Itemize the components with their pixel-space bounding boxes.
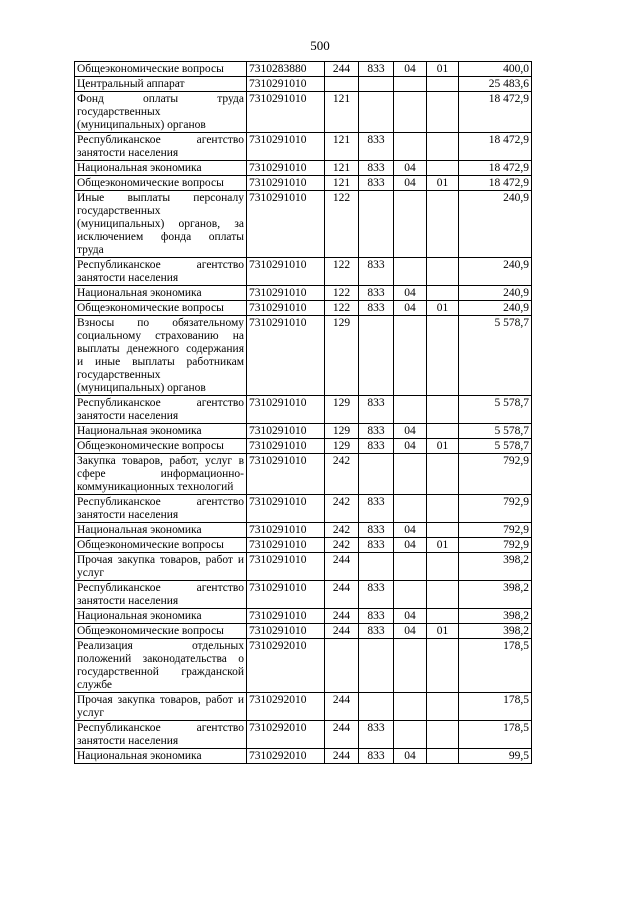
row-expense-type-cell: 129	[325, 439, 359, 454]
row-subsection-cell	[427, 191, 459, 258]
row-subsection-cell	[427, 495, 459, 523]
row-code-cell: 7310291010	[247, 538, 325, 553]
row-name-cell: Прочая закупка товаров, работ и услуг	[75, 553, 247, 581]
row-code-cell: 7310292010	[247, 749, 325, 764]
row-expense-type-cell: 121	[325, 176, 359, 191]
row-section-cell	[394, 133, 427, 161]
row-code-cell: 7310291010	[247, 77, 325, 92]
row-amount-cell: 5 578,7	[459, 316, 532, 396]
row-expense-type-cell: 242	[325, 454, 359, 495]
row-expense-type-cell: 244	[325, 721, 359, 749]
row-name-cell: Национальная экономика	[75, 161, 247, 176]
row-subsection-cell	[427, 609, 459, 624]
row-amount-cell: 398,2	[459, 581, 532, 609]
table-row	[75, 454, 532, 495]
row-administrator-cell	[359, 77, 394, 92]
row-code-cell: 7310291010	[247, 609, 325, 624]
table-row	[75, 749, 532, 764]
row-amount-cell: 240,9	[459, 258, 532, 286]
row-name-cell: Национальная экономика	[75, 424, 247, 439]
row-code-cell: 7310291010	[247, 301, 325, 316]
row-administrator-cell: 833	[359, 495, 394, 523]
row-section-cell	[394, 77, 427, 92]
row-subsection-cell: 01	[427, 301, 459, 316]
row-administrator-cell	[359, 553, 394, 581]
table-row	[75, 396, 532, 424]
row-expense-type-cell: 244	[325, 749, 359, 764]
row-section-cell: 04	[394, 424, 427, 439]
row-name-cell: Национальная экономика	[75, 286, 247, 301]
row-name-cell: Общеэкономические вопросы	[75, 624, 247, 639]
row-amount-cell: 792,9	[459, 454, 532, 495]
row-expense-type-cell: 244	[325, 693, 359, 721]
row-subsection-cell	[427, 454, 459, 495]
row-code-cell: 7310291010	[247, 176, 325, 191]
row-code-cell: 7310291010	[247, 396, 325, 424]
row-subsection-cell	[427, 424, 459, 439]
row-section-cell	[394, 639, 427, 693]
table-row	[75, 538, 532, 553]
row-subsection-cell	[427, 721, 459, 749]
row-section-cell: 04	[394, 62, 427, 77]
row-section-cell: 04	[394, 538, 427, 553]
row-name-cell: Иные выплаты персоналу государственных (муниципальных) органов, за исключением фонда оплаты труда	[75, 191, 247, 258]
table-row	[75, 258, 532, 286]
row-administrator-cell: 833	[359, 581, 394, 609]
row-code-cell: 7310291010	[247, 581, 325, 609]
row-section-cell	[394, 495, 427, 523]
row-subsection-cell	[427, 581, 459, 609]
row-name-cell: Национальная экономика	[75, 749, 247, 764]
row-expense-type-cell	[325, 77, 359, 92]
row-name-cell: Республиканское агентство занятости населения	[75, 396, 247, 424]
row-section-cell	[394, 581, 427, 609]
row-section-cell	[394, 553, 427, 581]
row-administrator-cell: 833	[359, 133, 394, 161]
table-row	[75, 301, 532, 316]
row-amount-cell: 240,9	[459, 301, 532, 316]
row-code-cell: 7310291010	[247, 495, 325, 523]
row-administrator-cell: 833	[359, 609, 394, 624]
row-code-cell: 7310292010	[247, 721, 325, 749]
row-expense-type-cell: 244	[325, 581, 359, 609]
row-subsection-cell	[427, 133, 459, 161]
row-name-cell: Республиканское агентство занятости населения	[75, 721, 247, 749]
row-administrator-cell: 833	[359, 301, 394, 316]
row-code-cell: 7310291010	[247, 191, 325, 258]
row-section-cell: 04	[394, 609, 427, 624]
row-code-cell: 7310291010	[247, 133, 325, 161]
row-amount-cell: 240,9	[459, 286, 532, 301]
table-row	[75, 581, 532, 609]
row-administrator-cell	[359, 191, 394, 258]
row-administrator-cell	[359, 693, 394, 721]
row-expense-type-cell: 122	[325, 286, 359, 301]
row-section-cell: 04	[394, 176, 427, 191]
row-expense-type-cell: 122	[325, 301, 359, 316]
table-row	[75, 316, 532, 396]
row-expense-type-cell: 242	[325, 538, 359, 553]
row-expense-type-cell: 244	[325, 62, 359, 77]
table-row	[75, 92, 532, 133]
row-expense-type-cell: 244	[325, 624, 359, 639]
row-subsection-cell: 01	[427, 176, 459, 191]
row-code-cell: 7310291010	[247, 258, 325, 286]
row-administrator-cell: 833	[359, 721, 394, 749]
row-section-cell: 04	[394, 301, 427, 316]
row-administrator-cell: 833	[359, 624, 394, 639]
row-administrator-cell: 833	[359, 258, 394, 286]
table-row	[75, 639, 532, 693]
row-code-cell: 7310292010	[247, 693, 325, 721]
row-expense-type-cell: 129	[325, 316, 359, 396]
table-row	[75, 553, 532, 581]
row-name-cell: Общеэкономические вопросы	[75, 301, 247, 316]
row-amount-cell: 5 578,7	[459, 396, 532, 424]
row-amount-cell: 18 472,9	[459, 161, 532, 176]
row-code-cell: 7310291010	[247, 92, 325, 133]
row-subsection-cell: 01	[427, 439, 459, 454]
row-administrator-cell: 833	[359, 523, 394, 538]
row-expense-type-cell: 121	[325, 161, 359, 176]
row-name-cell: Центральный аппарат	[75, 77, 247, 92]
row-section-cell	[394, 191, 427, 258]
row-expense-type-cell: 129	[325, 396, 359, 424]
row-code-cell: 7310291010	[247, 454, 325, 495]
row-subsection-cell	[427, 396, 459, 424]
row-name-cell: Общеэкономические вопросы	[75, 176, 247, 191]
row-code-cell: 7310292010	[247, 639, 325, 693]
row-section-cell: 04	[394, 624, 427, 639]
table-row	[75, 424, 532, 439]
row-administrator-cell: 833	[359, 396, 394, 424]
row-section-cell	[394, 258, 427, 286]
table-row	[75, 286, 532, 301]
table-row	[75, 523, 532, 538]
row-administrator-cell	[359, 92, 394, 133]
table-body	[75, 62, 532, 764]
row-subsection-cell	[427, 286, 459, 301]
row-subsection-cell: 01	[427, 538, 459, 553]
row-subsection-cell: 01	[427, 624, 459, 639]
row-section-cell	[394, 316, 427, 396]
row-section-cell	[394, 396, 427, 424]
table-row	[75, 721, 532, 749]
table-row	[75, 133, 532, 161]
row-code-cell: 7310283880	[247, 62, 325, 77]
row-code-cell: 7310291010	[247, 286, 325, 301]
row-section-cell: 04	[394, 523, 427, 538]
table-row	[75, 624, 532, 639]
row-administrator-cell	[359, 639, 394, 693]
row-name-cell: Реализация отдельных положений законодательства о государственной гражданской службе	[75, 639, 247, 693]
row-amount-cell: 398,2	[459, 624, 532, 639]
row-name-cell: Республиканское агентство занятости населения	[75, 133, 247, 161]
row-amount-cell: 178,5	[459, 693, 532, 721]
row-section-cell	[394, 92, 427, 133]
row-code-cell: 7310291010	[247, 624, 325, 639]
row-expense-type-cell: 122	[325, 258, 359, 286]
row-administrator-cell: 833	[359, 176, 394, 191]
row-section-cell: 04	[394, 439, 427, 454]
row-amount-cell: 178,5	[459, 639, 532, 693]
row-expense-type-cell	[325, 639, 359, 693]
table-row	[75, 609, 532, 624]
row-administrator-cell: 833	[359, 161, 394, 176]
row-amount-cell: 398,2	[459, 553, 532, 581]
row-code-cell: 7310291010	[247, 161, 325, 176]
row-subsection-cell	[427, 258, 459, 286]
row-subsection-cell	[427, 161, 459, 176]
row-name-cell: Общеэкономические вопросы	[75, 439, 247, 454]
row-amount-cell: 18 472,9	[459, 176, 532, 191]
row-name-cell: Прочая закупка товаров, работ и услуг	[75, 693, 247, 721]
table-row	[75, 176, 532, 191]
row-administrator-cell: 833	[359, 62, 394, 77]
table-row	[75, 191, 532, 258]
row-amount-cell: 398,2	[459, 609, 532, 624]
row-subsection-cell	[427, 749, 459, 764]
row-name-cell: Общеэкономические вопросы	[75, 62, 247, 77]
row-subsection-cell	[427, 693, 459, 721]
row-name-cell: Закупка товаров, работ, услуг в сфере информационно-коммуникационных технологий	[75, 454, 247, 495]
row-amount-cell: 240,9	[459, 191, 532, 258]
row-administrator-cell: 833	[359, 439, 394, 454]
row-administrator-cell: 833	[359, 749, 394, 764]
row-code-cell: 7310291010	[247, 523, 325, 538]
row-subsection-cell: 01	[427, 62, 459, 77]
page-number: 500	[310, 38, 330, 53]
table-row	[75, 161, 532, 176]
row-code-cell: 7310291010	[247, 439, 325, 454]
row-name-cell: Общеэкономические вопросы	[75, 538, 247, 553]
row-amount-cell: 18 472,9	[459, 92, 532, 133]
table-row	[75, 439, 532, 454]
row-administrator-cell: 833	[359, 424, 394, 439]
row-amount-cell: 99,5	[459, 749, 532, 764]
row-subsection-cell	[427, 92, 459, 133]
row-section-cell: 04	[394, 286, 427, 301]
row-administrator-cell: 833	[359, 538, 394, 553]
row-amount-cell: 5 578,7	[459, 439, 532, 454]
budget-table	[74, 61, 532, 764]
row-administrator-cell	[359, 454, 394, 495]
row-name-cell: Фонд оплаты труда государственных (муниципальных) органов	[75, 92, 247, 133]
row-amount-cell: 18 472,9	[459, 133, 532, 161]
row-expense-type-cell: 129	[325, 424, 359, 439]
row-name-cell: Национальная экономика	[75, 609, 247, 624]
row-name-cell: Республиканское агентство занятости населения	[75, 581, 247, 609]
table-row	[75, 495, 532, 523]
row-code-cell: 7310291010	[247, 316, 325, 396]
row-section-cell	[394, 721, 427, 749]
row-subsection-cell	[427, 523, 459, 538]
row-expense-type-cell: 121	[325, 133, 359, 161]
row-expense-type-cell: 121	[325, 92, 359, 133]
table-row	[75, 693, 532, 721]
row-administrator-cell: 833	[359, 286, 394, 301]
row-section-cell	[394, 454, 427, 495]
row-subsection-cell	[427, 316, 459, 396]
row-expense-type-cell: 242	[325, 523, 359, 538]
row-amount-cell: 792,9	[459, 495, 532, 523]
row-section-cell: 04	[394, 749, 427, 764]
row-section-cell: 04	[394, 161, 427, 176]
row-code-cell: 7310291010	[247, 424, 325, 439]
row-expense-type-cell: 122	[325, 191, 359, 258]
row-amount-cell: 400,0	[459, 62, 532, 77]
row-amount-cell: 5 578,7	[459, 424, 532, 439]
row-administrator-cell	[359, 316, 394, 396]
row-subsection-cell	[427, 553, 459, 581]
row-amount-cell: 178,5	[459, 721, 532, 749]
row-amount-cell: 792,9	[459, 538, 532, 553]
row-section-cell	[394, 693, 427, 721]
row-expense-type-cell: 242	[325, 495, 359, 523]
row-name-cell: Взносы по обязательному социальному страхованию на выплаты денежного содержания и иные выплаты работникам государственных (муниципальных) органов	[75, 316, 247, 396]
row-amount-cell: 792,9	[459, 523, 532, 538]
row-amount-cell: 25 483,6	[459, 77, 532, 92]
row-name-cell: Национальная экономика	[75, 523, 247, 538]
row-name-cell: Республиканское агентство занятости населения	[75, 258, 247, 286]
table-row	[75, 77, 532, 92]
table-row	[75, 62, 532, 77]
row-code-cell: 7310291010	[247, 553, 325, 581]
row-subsection-cell	[427, 639, 459, 693]
row-subsection-cell	[427, 77, 459, 92]
row-expense-type-cell: 244	[325, 609, 359, 624]
row-expense-type-cell: 244	[325, 553, 359, 581]
row-name-cell: Республиканское агентство занятости населения	[75, 495, 247, 523]
